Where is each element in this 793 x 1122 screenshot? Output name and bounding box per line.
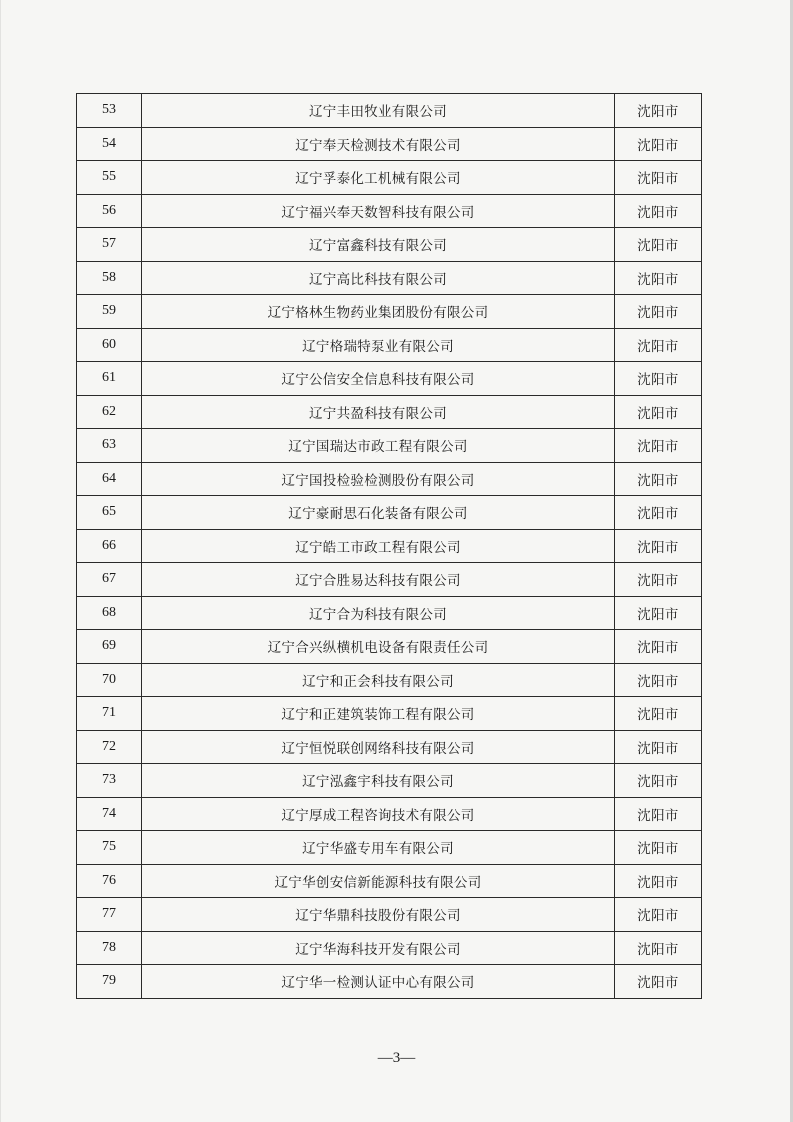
row-number-cell: 63 [77, 429, 142, 463]
company-name-cell: 辽宁皓工市政工程有限公司 [142, 529, 615, 563]
table-row [77, 663, 702, 697]
table-row [77, 630, 702, 664]
company-name-cell: 辽宁国瑞达市政工程有限公司 [142, 429, 615, 463]
table-row [77, 194, 702, 228]
city-cell: 沈阳市 [615, 127, 702, 161]
city-cell: 沈阳市 [615, 462, 702, 496]
city-cell: 沈阳市 [615, 362, 702, 396]
table-row [77, 931, 702, 965]
company-name-cell: 辽宁格林生物药业集团股份有限公司 [142, 295, 615, 329]
row-number-cell: 78 [77, 931, 142, 965]
table-row [77, 395, 702, 429]
row-number-cell: 76 [77, 864, 142, 898]
table-row [77, 529, 702, 563]
table-row [77, 831, 702, 865]
row-number-cell: 69 [77, 630, 142, 664]
table-row [77, 429, 702, 463]
row-number-cell: 79 [77, 965, 142, 999]
row-number-cell: 55 [77, 161, 142, 195]
company-name-cell: 辽宁和正建筑装饰工程有限公司 [142, 697, 615, 731]
table-row [77, 496, 702, 530]
city-cell: 沈阳市 [615, 931, 702, 965]
city-cell: 沈阳市 [615, 764, 702, 798]
row-number-cell: 54 [77, 127, 142, 161]
row-number-cell: 65 [77, 496, 142, 530]
company-name-cell: 辽宁富鑫科技有限公司 [142, 228, 615, 262]
table-row [77, 161, 702, 195]
company-name-cell: 辽宁华盛专用车有限公司 [142, 831, 615, 865]
table-row [77, 596, 702, 630]
table-row [77, 462, 702, 496]
company-name-cell: 辽宁孚泰化工机械有限公司 [142, 161, 615, 195]
row-number-cell: 74 [77, 797, 142, 831]
city-cell: 沈阳市 [615, 94, 702, 128]
city-cell: 沈阳市 [615, 630, 702, 664]
city-cell: 沈阳市 [615, 295, 702, 329]
company-name-cell: 辽宁合为科技有限公司 [142, 596, 615, 630]
company-name-cell: 辽宁合兴纵横机电设备有限责任公司 [142, 630, 615, 664]
page-number: —3— [377, 1050, 416, 1066]
table-row [77, 261, 702, 295]
table-row [77, 328, 702, 362]
table-row [77, 797, 702, 831]
table-row [77, 127, 702, 161]
city-cell: 沈阳市 [615, 563, 702, 597]
company-name-cell: 辽宁和正会科技有限公司 [142, 663, 615, 697]
city-cell: 沈阳市 [615, 663, 702, 697]
row-number-cell: 68 [77, 596, 142, 630]
row-number-cell: 67 [77, 563, 142, 597]
company-name-cell: 辽宁国投检验检测股份有限公司 [142, 462, 615, 496]
row-number-cell: 61 [77, 362, 142, 396]
company-name-cell: 辽宁高比科技有限公司 [142, 261, 615, 295]
company-name-cell: 辽宁华一检测认证中心有限公司 [142, 965, 615, 999]
row-number-cell: 60 [77, 328, 142, 362]
company-name-cell: 辽宁格瑞特泵业有限公司 [142, 328, 615, 362]
company-name-cell: 辽宁华创安信新能源科技有限公司 [142, 864, 615, 898]
company-name-cell: 辽宁丰田牧业有限公司 [142, 94, 615, 128]
row-number-cell: 70 [77, 663, 142, 697]
row-number-cell: 73 [77, 764, 142, 798]
company-name-cell: 辽宁恒悦联创网络科技有限公司 [142, 730, 615, 764]
table-row [77, 965, 702, 999]
city-cell: 沈阳市 [615, 161, 702, 195]
city-cell: 沈阳市 [615, 898, 702, 932]
table-row [77, 563, 702, 597]
city-cell: 沈阳市 [615, 697, 702, 731]
row-number-cell: 59 [77, 295, 142, 329]
city-cell: 沈阳市 [615, 864, 702, 898]
row-number-cell: 57 [77, 228, 142, 262]
company-name-cell: 辽宁共盈科技有限公司 [142, 395, 615, 429]
company-name-cell: 辽宁泓鑫宇科技有限公司 [142, 764, 615, 798]
table-row [77, 864, 702, 898]
table-row [77, 362, 702, 396]
city-cell: 沈阳市 [615, 730, 702, 764]
table-row [77, 295, 702, 329]
row-number-cell: 64 [77, 462, 142, 496]
table-row [77, 730, 702, 764]
city-cell: 沈阳市 [615, 228, 702, 262]
city-cell: 沈阳市 [615, 797, 702, 831]
city-cell: 沈阳市 [615, 395, 702, 429]
table-row [77, 898, 702, 932]
company-name-cell: 辽宁华鼎科技股份有限公司 [142, 898, 615, 932]
row-number-cell: 58 [77, 261, 142, 295]
row-number-cell: 71 [77, 697, 142, 731]
company-name-cell: 辽宁厚成工程咨询技术有限公司 [142, 797, 615, 831]
city-cell: 沈阳市 [615, 496, 702, 530]
company-name-cell: 辽宁豪耐思石化装备有限公司 [142, 496, 615, 530]
row-number-cell: 62 [77, 395, 142, 429]
table-row [77, 697, 702, 731]
company-name-cell: 辽宁奉天检测技术有限公司 [142, 127, 615, 161]
city-cell: 沈阳市 [615, 831, 702, 865]
table-row [77, 764, 702, 798]
city-cell: 沈阳市 [615, 529, 702, 563]
company-name-cell: 辽宁合胜易达科技有限公司 [142, 563, 615, 597]
company-name-cell: 辽宁福兴奉天数智科技有限公司 [142, 194, 615, 228]
company-name-cell: 辽宁华海科技开发有限公司 [142, 931, 615, 965]
city-cell: 沈阳市 [615, 261, 702, 295]
table-row [77, 94, 702, 128]
row-number-cell: 75 [77, 831, 142, 865]
company-name-cell: 辽宁公信安全信息科技有限公司 [142, 362, 615, 396]
city-cell: 沈阳市 [615, 194, 702, 228]
page-left-edge [0, 0, 1, 1122]
row-number-cell: 72 [77, 730, 142, 764]
city-cell: 沈阳市 [615, 965, 702, 999]
city-cell: 沈阳市 [615, 429, 702, 463]
city-cell: 沈阳市 [615, 596, 702, 630]
row-number-cell: 66 [77, 529, 142, 563]
company-list-body [77, 94, 702, 999]
row-number-cell: 53 [77, 94, 142, 128]
company-list-table [76, 93, 702, 999]
row-number-cell: 77 [77, 898, 142, 932]
city-cell: 沈阳市 [615, 328, 702, 362]
table-row [77, 228, 702, 262]
row-number-cell: 56 [77, 194, 142, 228]
